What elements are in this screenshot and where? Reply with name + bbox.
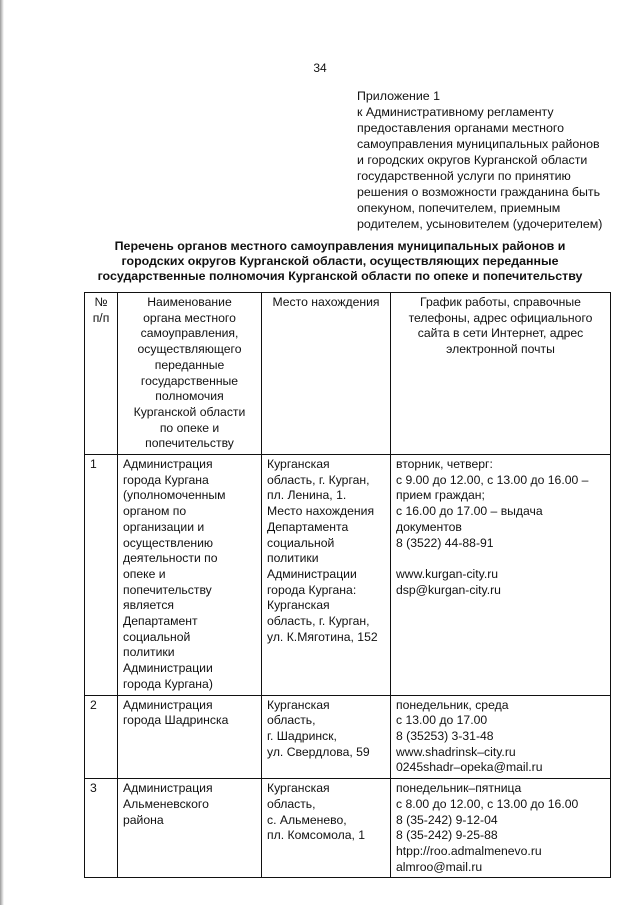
cell-line: Место нахождения [272, 295, 380, 309]
table-row [85, 455, 611, 696]
cell-line: пл. Ленина, 1. [267, 488, 347, 503]
cell-line: телефоны, адрес официального [408, 310, 593, 325]
cell-line: область, г. Курган, [267, 614, 370, 629]
cell-line: социальной [267, 535, 335, 550]
table-row [85, 695, 611, 779]
cell-line: с 8.00 до 12.00, с 13.00 до 16.00 [396, 796, 579, 811]
cell-line: прием граждан; [396, 488, 485, 503]
cell-line: ул. К.Мяготина, 152 [267, 629, 378, 644]
cell-line: понедельник–пятница [396, 781, 522, 796]
header-cell-name [118, 293, 262, 455]
organs-table [84, 292, 611, 878]
cell-line: 8 (35253) 3-31-48 [396, 728, 494, 743]
appendix-note [357, 88, 627, 232]
blank-line [396, 551, 605, 567]
cell-line: органа местного [143, 310, 236, 325]
cell-line: опеке и [123, 566, 166, 581]
cell-line: dsp@kurgan-city.ru [396, 582, 501, 597]
cell-line: Администрация [123, 697, 213, 712]
cell-line: осуществляющего [137, 342, 242, 357]
cell-line: района [123, 812, 164, 827]
header-cell-number [85, 293, 118, 455]
cell-line: документов [396, 519, 462, 534]
cell-line: Администрации [267, 566, 357, 581]
cell-line: организации и [123, 519, 205, 534]
page-number: 34 [313, 61, 327, 75]
cell-line: электронной почты [446, 342, 555, 357]
cell-line: 8 (35-242) 9-12-04 [396, 812, 498, 827]
cell-line: является [123, 598, 175, 613]
cell-line: Курганская [267, 598, 330, 613]
location-cell [262, 455, 391, 696]
table-header-row [85, 293, 611, 455]
cell-line: деятельности по [123, 551, 218, 566]
cell-line: политики [267, 551, 319, 566]
cell-line: города Кургана [123, 472, 209, 487]
title-line: Перечень органов местного самоуправления муниципальных районов и [114, 239, 566, 253]
appendix-line: предоставления органами местного [357, 121, 564, 135]
cell-line: ул. Свердлова, 59 [267, 744, 370, 759]
cell-line: область, [267, 713, 316, 728]
cell-line: 8 (35-242) 9-25-88 [396, 828, 498, 843]
cell-line: самоуправления, [140, 326, 239, 341]
appendix-line: самоуправления муниципальных районов [357, 137, 600, 151]
cell-line: с 16.00 до 17.00 – выдача [396, 504, 543, 519]
appendix-line: государственной услуги по принятию [357, 169, 571, 183]
cell-line: Курганская [267, 781, 330, 796]
cell-line: полномочия [155, 389, 224, 404]
cell-line: государственные [140, 373, 239, 388]
organ-name-cell [118, 695, 262, 779]
cell-line: www.kurgan-city.ru [396, 566, 499, 581]
cell-line: попечительству [145, 436, 234, 451]
cell-line: область, г. Курган, [267, 472, 370, 487]
cell-line: пл. Комсомола, 1 [267, 828, 366, 843]
cell-line: Курганская [267, 697, 330, 712]
schedule-cell [391, 455, 611, 696]
row-number-cell: 3 [85, 779, 118, 878]
cell-line: попечительству [123, 582, 212, 597]
appendix-line: к Административному регламенту [357, 105, 554, 119]
cell-line: Администрация [123, 457, 213, 472]
organ-name-cell [118, 779, 262, 878]
cell-line: с 9.00 до 12.00, с 13.00 до 16.00 – [396, 472, 589, 487]
cell-line: понедельник, среда [396, 697, 509, 712]
location-cell [262, 779, 391, 878]
cell-line: № [94, 295, 108, 309]
appendix-line: решения о возможности гражданина быть [357, 185, 601, 199]
cell-line: города Кургана: [267, 582, 357, 597]
cell-line: www.shadrinsk–city.ru [396, 744, 516, 759]
cell-line: города Кургана) [123, 676, 213, 691]
cell-line: осуществлению [123, 535, 214, 550]
scan-edge [0, 0, 4, 905]
header-cell-schedule [391, 293, 611, 455]
cell-line: область, [267, 796, 316, 811]
title-line: городских округов Курганской области, осуществляющих переданные [121, 254, 559, 268]
document-title [60, 239, 620, 284]
cell-line: Департамента [267, 519, 349, 534]
appendix-line: родителем, усыновителем (удочерителем) [357, 217, 603, 231]
cell-line: Курганская [267, 457, 330, 472]
cell-line: политики [123, 645, 175, 660]
cell-line: Администрация [123, 781, 213, 796]
cell-line: органом по [123, 504, 187, 519]
cell-line: 8 (3522) 44-88-91 [396, 535, 494, 550]
table-row [85, 779, 611, 878]
cell-line: График работы, справочные [420, 295, 581, 309]
cell-line: города Шадринска [123, 713, 229, 728]
cell-line: Альменевского [123, 796, 209, 811]
cell-line: Место нахождения [267, 504, 375, 519]
cell-line: сайта в сети Интернет, адрес [417, 326, 584, 341]
cell-line: переданные [154, 357, 225, 372]
cell-line: Курганской области [133, 404, 246, 419]
header-cell-location [262, 293, 391, 455]
cell-line: вторник, четверг: [396, 457, 493, 472]
schedule-cell [391, 779, 611, 878]
cell-line: социальной [123, 629, 191, 644]
location-cell [262, 695, 391, 779]
cell-line: г. Шадринск, [267, 728, 337, 743]
cell-line: Наименование [147, 295, 232, 309]
cell-line: с 13.00 до 17.00 [396, 713, 488, 728]
cell-line: htpp://roo.admalmenevo.ru [396, 843, 542, 858]
row-number-cell: 2 [85, 695, 118, 779]
cell-line: (уполномоченным [123, 488, 226, 503]
cell-line: по опеке и [159, 420, 220, 435]
schedule-cell [391, 695, 611, 779]
appendix-line: и городских округов Курганской области [357, 153, 588, 167]
appendix-line: Приложение 1 [357, 89, 441, 103]
title-line: государственные полномочия Курганской области по опеке и попечительству [97, 269, 583, 283]
appendix-line: опекуном, попечителем, приемным [357, 201, 561, 215]
cell-line: Департамент [123, 614, 198, 629]
cell-line: almroo@mail.ru [396, 859, 483, 874]
cell-line: 0245shadr–opeka@mail.ru [396, 760, 543, 775]
cell-line: п/п [92, 310, 110, 325]
organ-name-cell [118, 455, 262, 696]
cell-line: с. Альменево, [267, 812, 347, 827]
row-number-cell: 1 [85, 455, 118, 696]
cell-line: Администрации [123, 661, 213, 676]
